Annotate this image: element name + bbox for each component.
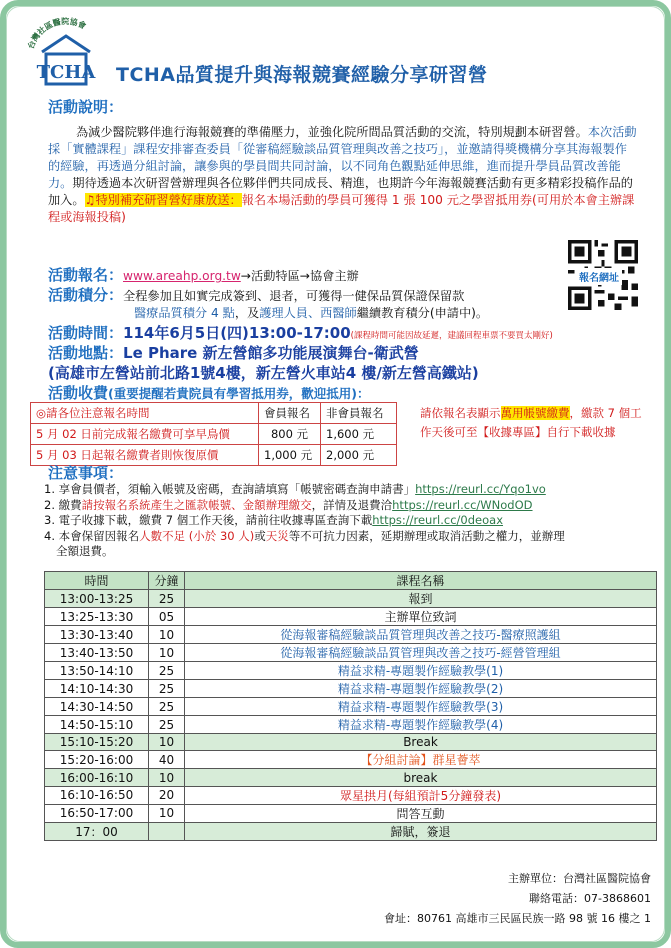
time-note: (課程時間可能因故延遲，建議回程車票不要買太剛好) — [350, 331, 553, 341]
desc-paragraph — [48, 124, 638, 226]
note-item: 3. 電子收據下載，繳費 7 個工作天後，請前往收據專區查詢下載https://reurl.cc/0deoax — [44, 513, 504, 527]
schedule-time-cell: 16:50-17:00 — [45, 804, 149, 822]
signup-link[interactable]: www.areahp.org.tw — [123, 269, 241, 283]
schedule-course-cell: 精益求精-專題製作經驗教學(2) — [185, 680, 657, 698]
schedule-table — [44, 571, 657, 841]
schedule-row — [45, 786, 657, 804]
fee-cell: 1,600 元 — [321, 424, 397, 445]
schedule-minutes-cell — [149, 822, 185, 840]
schedule-minutes-cell: 10 — [149, 644, 185, 662]
schedule-course-cell: 眾星拱月(每組預計5分鐘發表) — [185, 786, 657, 804]
desc-heading: 活動說明： — [48, 98, 124, 116]
schedule-time-cell: 14:10-14:30 — [45, 680, 149, 698]
bell-icon: ♫ — [84, 193, 96, 207]
signup-row — [48, 264, 359, 285]
schedule-course-cell: 精益求精-專題製作經驗教學(3) — [185, 698, 657, 716]
qr-label: 報名網址 — [576, 268, 622, 285]
credits-line1: 全程參加且如實完成簽到、退者，可獲得一健保品質保證保留款 — [123, 289, 465, 303]
signup-path: →活動特區→協會主辦 — [240, 269, 359, 283]
schedule-course-cell: 問答互動 — [185, 804, 657, 822]
schedule-minutes-cell: 25 — [149, 716, 185, 734]
schedule-row — [45, 662, 657, 680]
footer-organizer: 主辦單位：台灣社區醫院協會 — [508, 872, 651, 885]
fee-cell: 2,000 元 — [321, 445, 397, 466]
schedule-header-minutes: 分鐘 — [149, 572, 185, 590]
page-title: TCHA品質提升與海報競賽經驗分享研習營 — [116, 64, 488, 86]
schedule-row — [45, 644, 657, 662]
footer-phone: 聯絡電話：07-3868601 — [529, 892, 651, 905]
schedule-course-cell: 精益求精-專題製作經驗教學(4) — [185, 716, 657, 734]
schedule-course-cell: 從海報審稿經驗談品質管理與改善之技巧-經營管理組 — [185, 644, 657, 662]
schedule-row — [45, 698, 657, 716]
note-link[interactable]: https://reurl.cc/Yqo1vo — [415, 482, 546, 496]
schedule-time-cell: 15:10-15:20 — [45, 734, 149, 751]
schedule-course-cell: 報到 — [185, 590, 657, 608]
fee-cell: 800 元 — [259, 424, 321, 445]
fee-header-cell: ◎請各位注意報名時間 — [31, 403, 259, 424]
schedule-time-cell: 17：00 — [45, 822, 149, 840]
desc-p2: 本次活動採「實體課程」課程安排審查委員「從審稿經驗談品質管理與改善之技巧」，並邀請得獎機構分享其海報製作的經驗，再透過分組討論，讓參與的學員間共同討論，以不同角色觀點延伸思維，進而提升學員品質改善能力。 — [48, 125, 637, 190]
note-item: 4. 本會保留因報名人數不足 (小於 30 人)或天災等不可抗力因素，延期辦理或取消活動之權力，並辦理 — [44, 528, 565, 543]
note-link[interactable]: https://reurl.cc/WNodOD — [392, 497, 533, 512]
fee-cell: 5 月 03 日起報名繳費者則恢復原價 — [31, 445, 259, 466]
schedule-row — [45, 626, 657, 644]
schedule-minutes-cell: 10 — [149, 734, 185, 751]
footer-address: 會址：80761 高雄市三民區民族一路 98 號 16 樓之 1 — [384, 912, 651, 925]
schedule-minutes-cell: 40 — [149, 751, 185, 769]
schedule-minutes-cell: 20 — [149, 786, 185, 804]
fee-note: 請依報名表顯示萬用帳號繳費，繳款 7 個工作天後可至【收據專區】自行下載收據 — [420, 406, 642, 439]
schedule-course-cell: 【分組討論】群星薈萃 — [185, 751, 657, 769]
schedule-time-cell: 16:10-16:50 — [45, 786, 149, 804]
schedule-time-cell: 16:00-16:10 — [45, 769, 149, 786]
desc-p1: 為減少醫院夥伴進行海報競賽的準備壓力，並強化院所間品質活動的交流，特別規劃本研習營。 — [76, 125, 588, 139]
venue-line1: Le Phare 新左營館多功能展演舞台-衛武營 — [123, 344, 419, 362]
notes-list — [44, 482, 656, 560]
fee-cell: 1,000 元 — [259, 445, 321, 466]
schedule-row — [45, 716, 657, 734]
signup-heading: 活動報名： — [48, 266, 124, 284]
schedule-course-cell: 主辦單位致詞 — [185, 608, 657, 626]
credits-line2: 醫療品質積分 4 點，及護理人員、西醫師繼續教育積分(申請中)。 — [134, 306, 489, 320]
note-item: 1. 享會員價者，須輸入帳號及密碼，查詢請填寫「帳號密碼查詢申請書」https://reurl.cc/Yqo1vo — [44, 482, 546, 496]
schedule-row — [45, 590, 657, 608]
schedule-course-cell: Break — [185, 734, 657, 751]
schedule-header-time: 時間 — [45, 572, 149, 590]
venue-line2: (高雄市左營站前北路1號4樓，新左營火車站4 樓/新左營高鐵站) — [48, 364, 479, 382]
schedule-row — [45, 680, 657, 698]
time-row — [48, 322, 553, 343]
schedule-row — [45, 734, 657, 751]
fee-heading-note: (重要提醒若貴院員有學習抵用券，歡迎抵用)： — [108, 386, 370, 401]
notes-heading: 注意事項： — [48, 464, 124, 482]
schedule-row — [45, 804, 657, 822]
note-item: 2. 繳費請按報名系統產生之匯款帳號、金額辦理繳交，詳情及退費洽https://reurl.cc/WNodOD — [44, 497, 533, 512]
note-item: 全額退費。 — [56, 544, 114, 558]
logo-arc-text: 台灣社區醫院協會 — [26, 16, 88, 51]
schedule-course-cell: break — [185, 769, 657, 786]
tcha-logo — [22, 14, 110, 96]
schedule-time-cell: 13:30-13:40 — [45, 626, 149, 644]
schedule-time-cell: 13:50-14:10 — [45, 662, 149, 680]
time-value: 114年6月5日(四)13:00-17:00 — [123, 324, 351, 342]
logo-mark: TCHA — [36, 62, 96, 83]
schedule-course-cell: 從海報審稿經驗談品質管理與改善之技巧-醫療照護組 — [185, 626, 657, 644]
schedule-time-cell: 13:40-13:50 — [45, 644, 149, 662]
bonus-label: ♫特別補充研習營好康放送： — [84, 193, 242, 207]
note-link[interactable]: https://reurl.cc/0deoax — [372, 513, 504, 527]
schedule-course-cell: 精益求精-專題製作經驗教學(1) — [185, 662, 657, 680]
schedule-minutes-cell: 25 — [149, 698, 185, 716]
fee-table — [30, 402, 397, 466]
time-heading: 活動時間： — [48, 324, 124, 342]
credits-heading: 活動積分： — [48, 286, 124, 304]
fee-note-highlight: 萬用帳號繳費 — [500, 406, 570, 420]
schedule-time-cell: 14:50-15:10 — [45, 716, 149, 734]
schedule-course-cell: 歸賦，簽退 — [185, 822, 657, 840]
schedule-time-cell: 15:20-16:00 — [45, 751, 149, 769]
schedule-time-cell: 13:25-13:30 — [45, 608, 149, 626]
schedule-minutes-cell: 25 — [149, 662, 185, 680]
schedule-header-course: 課程名稱 — [185, 572, 657, 590]
schedule-minutes-cell: 25 — [149, 680, 185, 698]
schedule-minutes-cell: 25 — [149, 590, 185, 608]
schedule-minutes-cell: 10 — [149, 769, 185, 786]
credits-row — [48, 284, 464, 305]
venue-heading: 活動地點： — [48, 344, 124, 362]
bonus-text: 報名本場活動的學員可獲得 1 張 100 元之學習抵用券(可用於本會主辦課程或海報投稿) — [48, 193, 635, 224]
schedule-row — [45, 751, 657, 769]
fee-header-cell: 非會員報名 — [321, 403, 397, 424]
schedule-time-cell: 14:30-14:50 — [45, 698, 149, 716]
schedule-minutes-cell: 10 — [149, 804, 185, 822]
venue-row — [48, 342, 419, 363]
fee-header-cell: 會員報名 — [259, 403, 321, 424]
schedule-minutes-cell: 05 — [149, 608, 185, 626]
fee-heading: 活動收費 — [48, 384, 109, 402]
schedule-row — [45, 769, 657, 786]
fee-cell: 5 月 02 日前完成報名繳費可享早鳥價 — [31, 424, 259, 445]
schedule-row — [45, 608, 657, 626]
schedule-time-cell: 13:00-13:25 — [45, 590, 149, 608]
desc-p3: 期待透過本次研習營辦理與各位夥伴們共同成長、精進，也期許今年海報競賽活動有更多精彩投稿作品的加入。 — [48, 176, 633, 207]
schedule-row — [45, 822, 657, 840]
schedule-minutes-cell: 10 — [149, 626, 185, 644]
fee-heading-row — [48, 382, 369, 403]
